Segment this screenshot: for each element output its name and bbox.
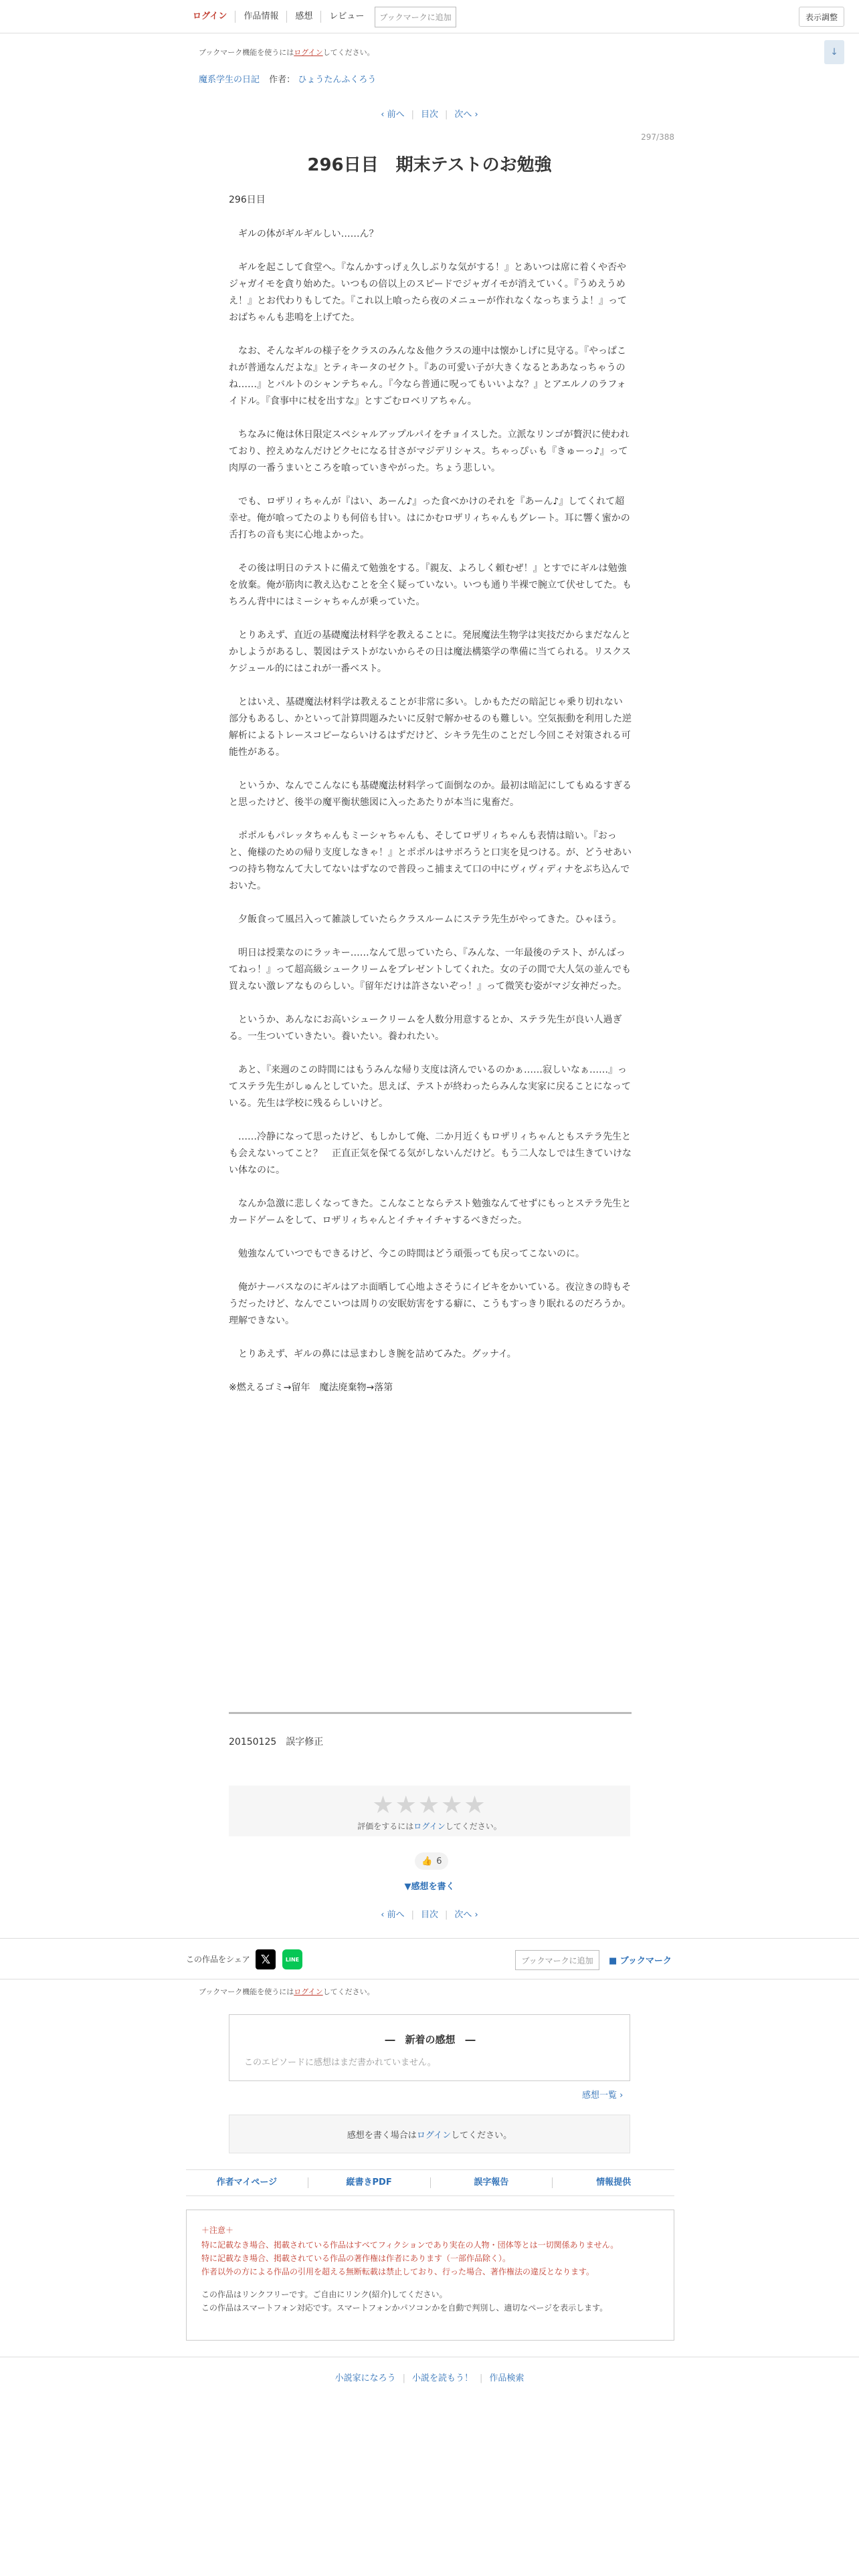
series-title-link[interactable]: 魔系学生の日記 bbox=[199, 75, 260, 85]
share-label: この作品をシェア bbox=[186, 1955, 250, 1964]
display-adjust-button[interactable]: 表示調整 bbox=[799, 7, 844, 27]
postscript: ※燃えるゴミ→留年 魔法廃棄物→落第 bbox=[229, 1382, 393, 1393]
body-paragraph: とりあえず、ギルの鼻には忌まわしき腕を詰めてみた。グッナイ。 bbox=[238, 1349, 516, 1360]
typo-report-link[interactable]: 誤字報告 bbox=[431, 2177, 553, 2188]
arrow-down-icon: ↓ bbox=[830, 47, 838, 58]
caution-line: この作品はスマートフォン対応です。スマートフォンかパソコンかを自動で判別し、適切なページを表示します。 bbox=[201, 2303, 608, 2313]
header-bookmark-add-button[interactable]: ブックマークに追加 bbox=[375, 7, 456, 27]
like-button[interactable] bbox=[415, 1852, 448, 1870]
nav-novel-info[interactable]: 作品情報 bbox=[235, 11, 287, 23]
bookmark-login-link[interactable]: ログイン bbox=[294, 48, 323, 57]
series-info bbox=[199, 72, 376, 85]
nav-impressions[interactable]: 感想 bbox=[287, 11, 321, 23]
toc-link[interactable]: 目次 bbox=[420, 1910, 438, 1920]
site-header bbox=[0, 0, 859, 33]
write-review-toggle[interactable]: ▼感想を書く bbox=[404, 1882, 455, 1892]
thumbs-up-icon: 👍 bbox=[421, 1856, 433, 1866]
body-paragraph: なお、そんなギルの様子をクラスのみんな＆他クラスの連中は懐かしげに見守る。『やっぱこれが普通なんだよな』とティキータのゼクト。『あの可愛い子が大きくなるとああなっちゃうのね……』とバルトのシャンテちゃん。『今なら普通に呪ってもいいよな？』とアエルノのラフォイドル。『食事中に杖を出すな』とすごむロベリアちゃん。 bbox=[229, 346, 627, 407]
prev-link[interactable]: ‹ 前へ bbox=[381, 110, 405, 120]
afterword: 20150125 誤字修正 bbox=[229, 1737, 324, 1747]
info-provide-link[interactable]: 情報提供 bbox=[596, 2177, 632, 2187]
body-paragraph: その後は明日のテストに備えて勉強をする。『親友、よろしく頼むぜ！』とすでにギルは勉強を放棄。俺が筋肉に教え込むことを全く疑っていない。いつも通り半裸で腕立て伏せしてた。もちろん背中にはミーシャちゃんが乗っていた。 bbox=[229, 563, 632, 607]
caution-box bbox=[186, 2210, 674, 2341]
caution-line: 特に記載なき場合、掲載されている作品の著作権は作者にあります（一部作品除く）。 bbox=[201, 2254, 511, 2263]
novel-footer-links bbox=[186, 2169, 674, 2196]
body-paragraph: とりあえず、直近の基礎魔法材料学を教えることに。発展魔法生物学は実技だからまだなんとかしようがあるし、製図はテストがないからその日は魔法構築学の準備に当てられる。リスクスケジュール的にはこれが一番ベスト。 bbox=[229, 630, 632, 674]
bookmark-link[interactable]: ■ ブックマーク bbox=[609, 1956, 672, 1966]
share-bar bbox=[0, 1938, 859, 1979]
review-login-link[interactable]: ログイン bbox=[416, 2130, 452, 2141]
body-paragraph: あと、『来週のこの時間にはもうみんな帰り支度は済んでいるのかぁ……寂しいなぁ……』ってステラ先生がしゅんとしていた。思えば、テストが終わったらみんな実家に戻ることになっている。先生は学校に残るらしいけど。 bbox=[229, 1065, 632, 1109]
author-mypage-link[interactable]: 作者マイページ bbox=[186, 2177, 308, 2188]
body-paragraph: でも、ロザリィちゃんが『はい、あーん♪』った食べかけのそれを『あーん♪』してくれて超幸せ。俺が喰ってたのよりも何倍も甘い。はにかむロザリィちゃんもグレート。耳に響く蜜かの舌打ちの音も実に心地よかった。 bbox=[229, 496, 630, 540]
body-paragraph: ポポルもパレッタちゃんもミーシャちゃんも、そしてロザリィちゃんも表情は暗い。『おっと、俺様のための帰り支度しなきゃ！』とポポルはサボろうと口実を見つける。が、どうせあいつの持ち物なんて大してないはずなので普段っこ捕まえて口の中にヴィヴィディナをぶち込んでおいた。 bbox=[229, 831, 632, 891]
body-paragraph: 勉強なんていつでもできるけど、今この時間はどう頑張っても戻ってこないのに。 bbox=[238, 1249, 585, 1259]
novel-body bbox=[229, 226, 632, 1413]
next-link[interactable]: 次へ › bbox=[454, 110, 478, 120]
author-link[interactable]: ひょうたんふくろう bbox=[298, 75, 377, 85]
footer-yomou-link[interactable]: 小説を読もう！ bbox=[411, 2373, 473, 2383]
rating-box bbox=[229, 1786, 630, 1836]
site-footer: 小説家になろう | 小説を読もう！ | 作品検索 bbox=[0, 2357, 859, 2390]
recent-reviews-box bbox=[229, 2014, 630, 2081]
bookmark-login-link[interactable]: ログイン bbox=[294, 1988, 323, 1996]
body-paragraph: 夕飯食って風呂入って雑談していたらクラスルームにステラ先生がやってきた。ひゃほう。 bbox=[238, 914, 622, 925]
rating-login-link[interactable]: ログイン bbox=[413, 1822, 446, 1831]
footer-syosetu-link[interactable]: 小説家になろう bbox=[335, 2373, 396, 2383]
toc-link[interactable]: 目次 bbox=[420, 110, 438, 120]
recent-reviews-empty: このエピソードに感想はまだ書かれていません。 bbox=[244, 2058, 436, 2068]
body-paragraph: というか、あんなにお高いシュークリームを人数分用意するとか、ステラ先生が良い人過ぎる。一生ついていきたい。養いたい。養われたい。 bbox=[229, 1014, 622, 1042]
review-login-box: 感想を書く場合は ログイン してください。 bbox=[229, 2115, 630, 2153]
footer-search-link[interactable]: 作品検索 bbox=[489, 2373, 524, 2383]
pager-top: ‹ 前へ | 目次 | 次へ › bbox=[381, 110, 478, 120]
caution-line: この作品はリンクフリーです。ご自由にリンク(紹介)してください。 bbox=[201, 2290, 448, 2299]
body-paragraph: というか、なんでこんなにも基礎魔法材料学って面倒なのか。最初は暗記にしてもぬるすぎると思ったけど、後半の魔平衡状態図に入ったあたりが本当に鬼畜だ。 bbox=[229, 780, 632, 808]
body-paragraph: とはいえ、基礎魔法材料学は教えることが非常に多い。しかもただの暗記じゃ乗り切れない部分もあるし、かといって計算問題みたいに反射で解かせるのも難しい。空気振動を利用した逆解析によるトレースコピーならいけるはずだけど、シキラ先生のことだし今回こそ対策される可能性がある。 bbox=[229, 697, 632, 758]
recent-reviews-title: ― 新着の感想 ― bbox=[385, 2034, 476, 2046]
caution-head: ＋注意＋ bbox=[201, 2226, 234, 2235]
page-count: 297/388 bbox=[641, 132, 674, 142]
body-paragraph: ギルの体がギルギルしい……ん？ bbox=[238, 229, 379, 239]
x-share-icon[interactable]: 𝕏 bbox=[256, 1949, 276, 1969]
body-paragraph: なんか急激に悲しくなってきた。こんなことならテスト勉強なんてせずにもっとステラ先生とカードゲームをして、ロザリィちゃんとイチャイチャするべきだった。 bbox=[229, 1198, 632, 1226]
body-paragraph: 明日は授業なのにラッキー……なんて思っていたら、『みんな、一年最後のテスト、がんばってねっ！』って超高級シュークリームをプレゼントしてくれた。女の子の間で大人気の並んでも買えない激レアなものらしい。『留年だけは許さないぞっ！』って微笑む姿がマジ女神だった。 bbox=[229, 948, 632, 992]
review-list-link[interactable]: 感想一覧 › bbox=[582, 2090, 624, 2101]
chapter-subtitle: 296日目 bbox=[229, 195, 266, 205]
body-paragraph: ギルを起こして食堂へ。『なんかすっげぇ久しぶりな気がする！』とあいつは席に着くや否やジャガイモを貪り始めた。いつもの倍以上のスピードでジャガイモが消えていく。『うめえうめえ！』とお代わりもしてた。『これ以上喰ったら夜のメニューが作れなくなっちまうよ！』っておばちゃんも悲鳴を上げてた。 bbox=[229, 262, 627, 323]
caution-line: 特に記載なき場合、掲載されている作品はすべてフィクションであり実在の人物・団体等とは一切関係ありません。 bbox=[201, 2240, 619, 2250]
body-paragraph: 俺がナーバスなのにギルはアホ面晒して心地よさそうにイビキをかいている。夜泣きの時もそうだったけど、なんでこいつは周りの安眠妨害をする癖に、こうもすっきり眠れるのだろうか。理解できない。 bbox=[229, 1282, 632, 1326]
prev-link[interactable]: ‹ 前へ bbox=[381, 1910, 405, 1920]
next-link[interactable]: 次へ › bbox=[454, 1910, 478, 1920]
caution-line: 作者以外の方による作品の引用を超える無断転載は禁止しており、行った場合、著作権法の違反となります。 bbox=[201, 2267, 595, 2276]
bookmark-login-notice: ブックマーク機能を使うにはログインしてください。 bbox=[199, 48, 375, 57]
scroll-down-button[interactable] bbox=[824, 40, 844, 64]
author-label: 作者： bbox=[269, 75, 296, 85]
rating-login-note: 評価をするにはログインしてください。 bbox=[357, 1822, 502, 1831]
login-link[interactable]: ログイン bbox=[186, 11, 235, 23]
bookmark-login-notice-bottom: ブックマーク機能を使うにはログインしてください。 bbox=[199, 1988, 375, 1996]
body-paragraph: ちなみに俺は休日限定スペシャルアップルパイをチョイスした。立派なリンゴが贅沢に使われており、控えめなんだけどクセになる甘さがマジデリシャス。ちゃっぴぃも『きゅーっ♪』って肉厚の一番うまいところを喰っていきやがった。ちょう悲しい。 bbox=[229, 429, 630, 473]
body-paragraph: ……冷静になって思ったけど、もしかして俺、二か月近くもロザリィちゃんともステラ先生とも会えないってこと？ 正直正気を保てる気がしないんだけど。もう二人なしでは生きていけない体なのに。 bbox=[229, 1132, 632, 1176]
nav-reviews[interactable]: レビュー bbox=[329, 11, 365, 21]
afterword-divider bbox=[229, 1712, 632, 1714]
header-nav bbox=[186, 5, 456, 28]
line-share-icon[interactable]: LINE bbox=[282, 1949, 302, 1969]
vertical-pdf-link[interactable]: 縦書きPDF bbox=[308, 2177, 431, 2188]
rating-stars[interactable]: ★★★★★ bbox=[372, 1792, 487, 1819]
chapter-title: 296日目 期末テストのお勉強 bbox=[307, 155, 552, 175]
bookmark-add-button[interactable]: ブックマークに追加 bbox=[515, 1950, 599, 1970]
like-count: 6 bbox=[436, 1856, 442, 1866]
pager-bottom: ‹ 前へ | 目次 | 次へ › bbox=[381, 1910, 478, 1920]
